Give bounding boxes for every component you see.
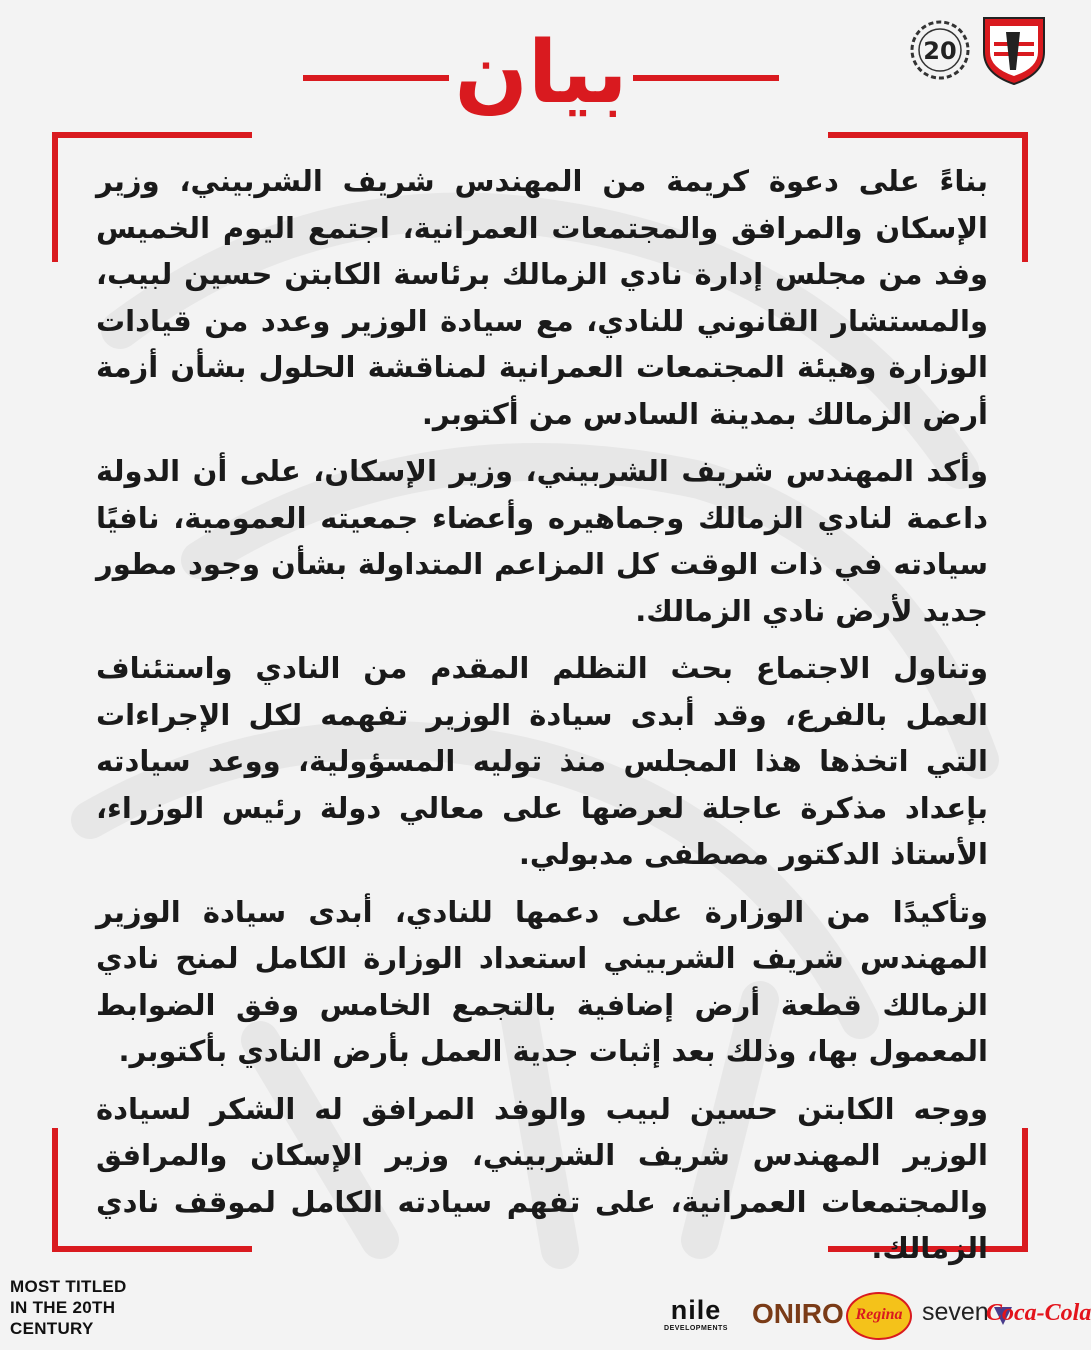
sponsor-strip [648,1290,1091,1344]
sponsor-nile-logo: nile DEVELOPMENTS [664,1295,728,1332]
tagline-line: CENTURY [10,1319,94,1338]
anniversary-badge-number: 20 [923,37,957,65]
sponsor-regina-logo: Regina [846,1292,912,1340]
anniversary-badge-icon [912,22,968,78]
statement-paragraph: وأكد المهندس شريف الشربيني، وزير الإسكان، على أن الدولة داعمة لنادي الزمالك وجماهيره وأعضاء جمعيته العمومية، نافيًا سيادته في ذات الوقت كل المزاعم المتداولة بشأن وجود مطور جديد لأرض نادي الزمالك. [96,454,988,628]
title-rule-left [303,75,449,81]
sponsor-seven-logo: seven [922,1298,1012,1327]
statement-paragraph: وتأكيدًا من الوزارة على دعمها للنادي، أبدى سيادة الوزير المهندس شريف الشربيني استعداد الوزارة الكامل لمنح نادي الزمالك قطعة أرض إضافية بالتجمع الخامس وفق الضوابط المعمول بها، وذلك بعد إثبات جدية العمل بأرض النادي بأكتوبر. [96,894,988,1068]
club-logos [908,12,1048,86]
tagline-line: IN THE 20TH [10,1298,116,1317]
page-title: بيان [454,23,628,123]
tagline-line: MOST TITLED [10,1277,127,1296]
sponsor-cocacola-logo: Coca-Cola [986,1300,1091,1326]
statement-paragraph: وتناول الاجتماع بحث التظلم المقدم من النادي واستئناف العمل بالفرع، وقد أبدى سيادة الوزير تفهمه لكل الإجراءات التي اتخذها هذا المجلس منذ توليه المسؤولية، ووعد سيادته بإعداد مذكرة عاجلة لعرضها على معالي دولة رئيس الوزراء، الأستاذ الدكتور مصطفى مدبولي. [96,651,988,871]
club-crest-icon [984,18,1044,84]
title-rule-right [633,75,779,81]
statement-paragraph: ووجه الكابتن حسين لبيب والوفد المرافق له الشكر لسيادة الوزير المهندس شريف الشربيني، وزير الإسكان والمرافق والمجتمعات العمرانية، على تفهم سيادته الكامل لموقف نادي الزمالك. [96,1091,988,1265]
tagline [10,1276,127,1339]
sponsor-oniro-logo: ONIRO [752,1298,844,1329]
statement-paragraph: بناءً على دعوة كريمة من المهندس شريف الشربيني، وزير الإسكان والمرافق والمجتمعات العمرانية، اجتمع اليوم الخميس وفد من مجلس إدارة نادي الزمالك برئاسة الكابتن حسين لبيب، والمستشار القانوني للنادي، مع سيادة الوزير وعدد من قيادات الوزارة وهيئة المجتمعات العمرانية لمناقشة الحلول بشأن أزمة أرض الزمالك بمدينة السادس من أكتوبر. [96,164,988,431]
statement-body [96,158,988,1283]
